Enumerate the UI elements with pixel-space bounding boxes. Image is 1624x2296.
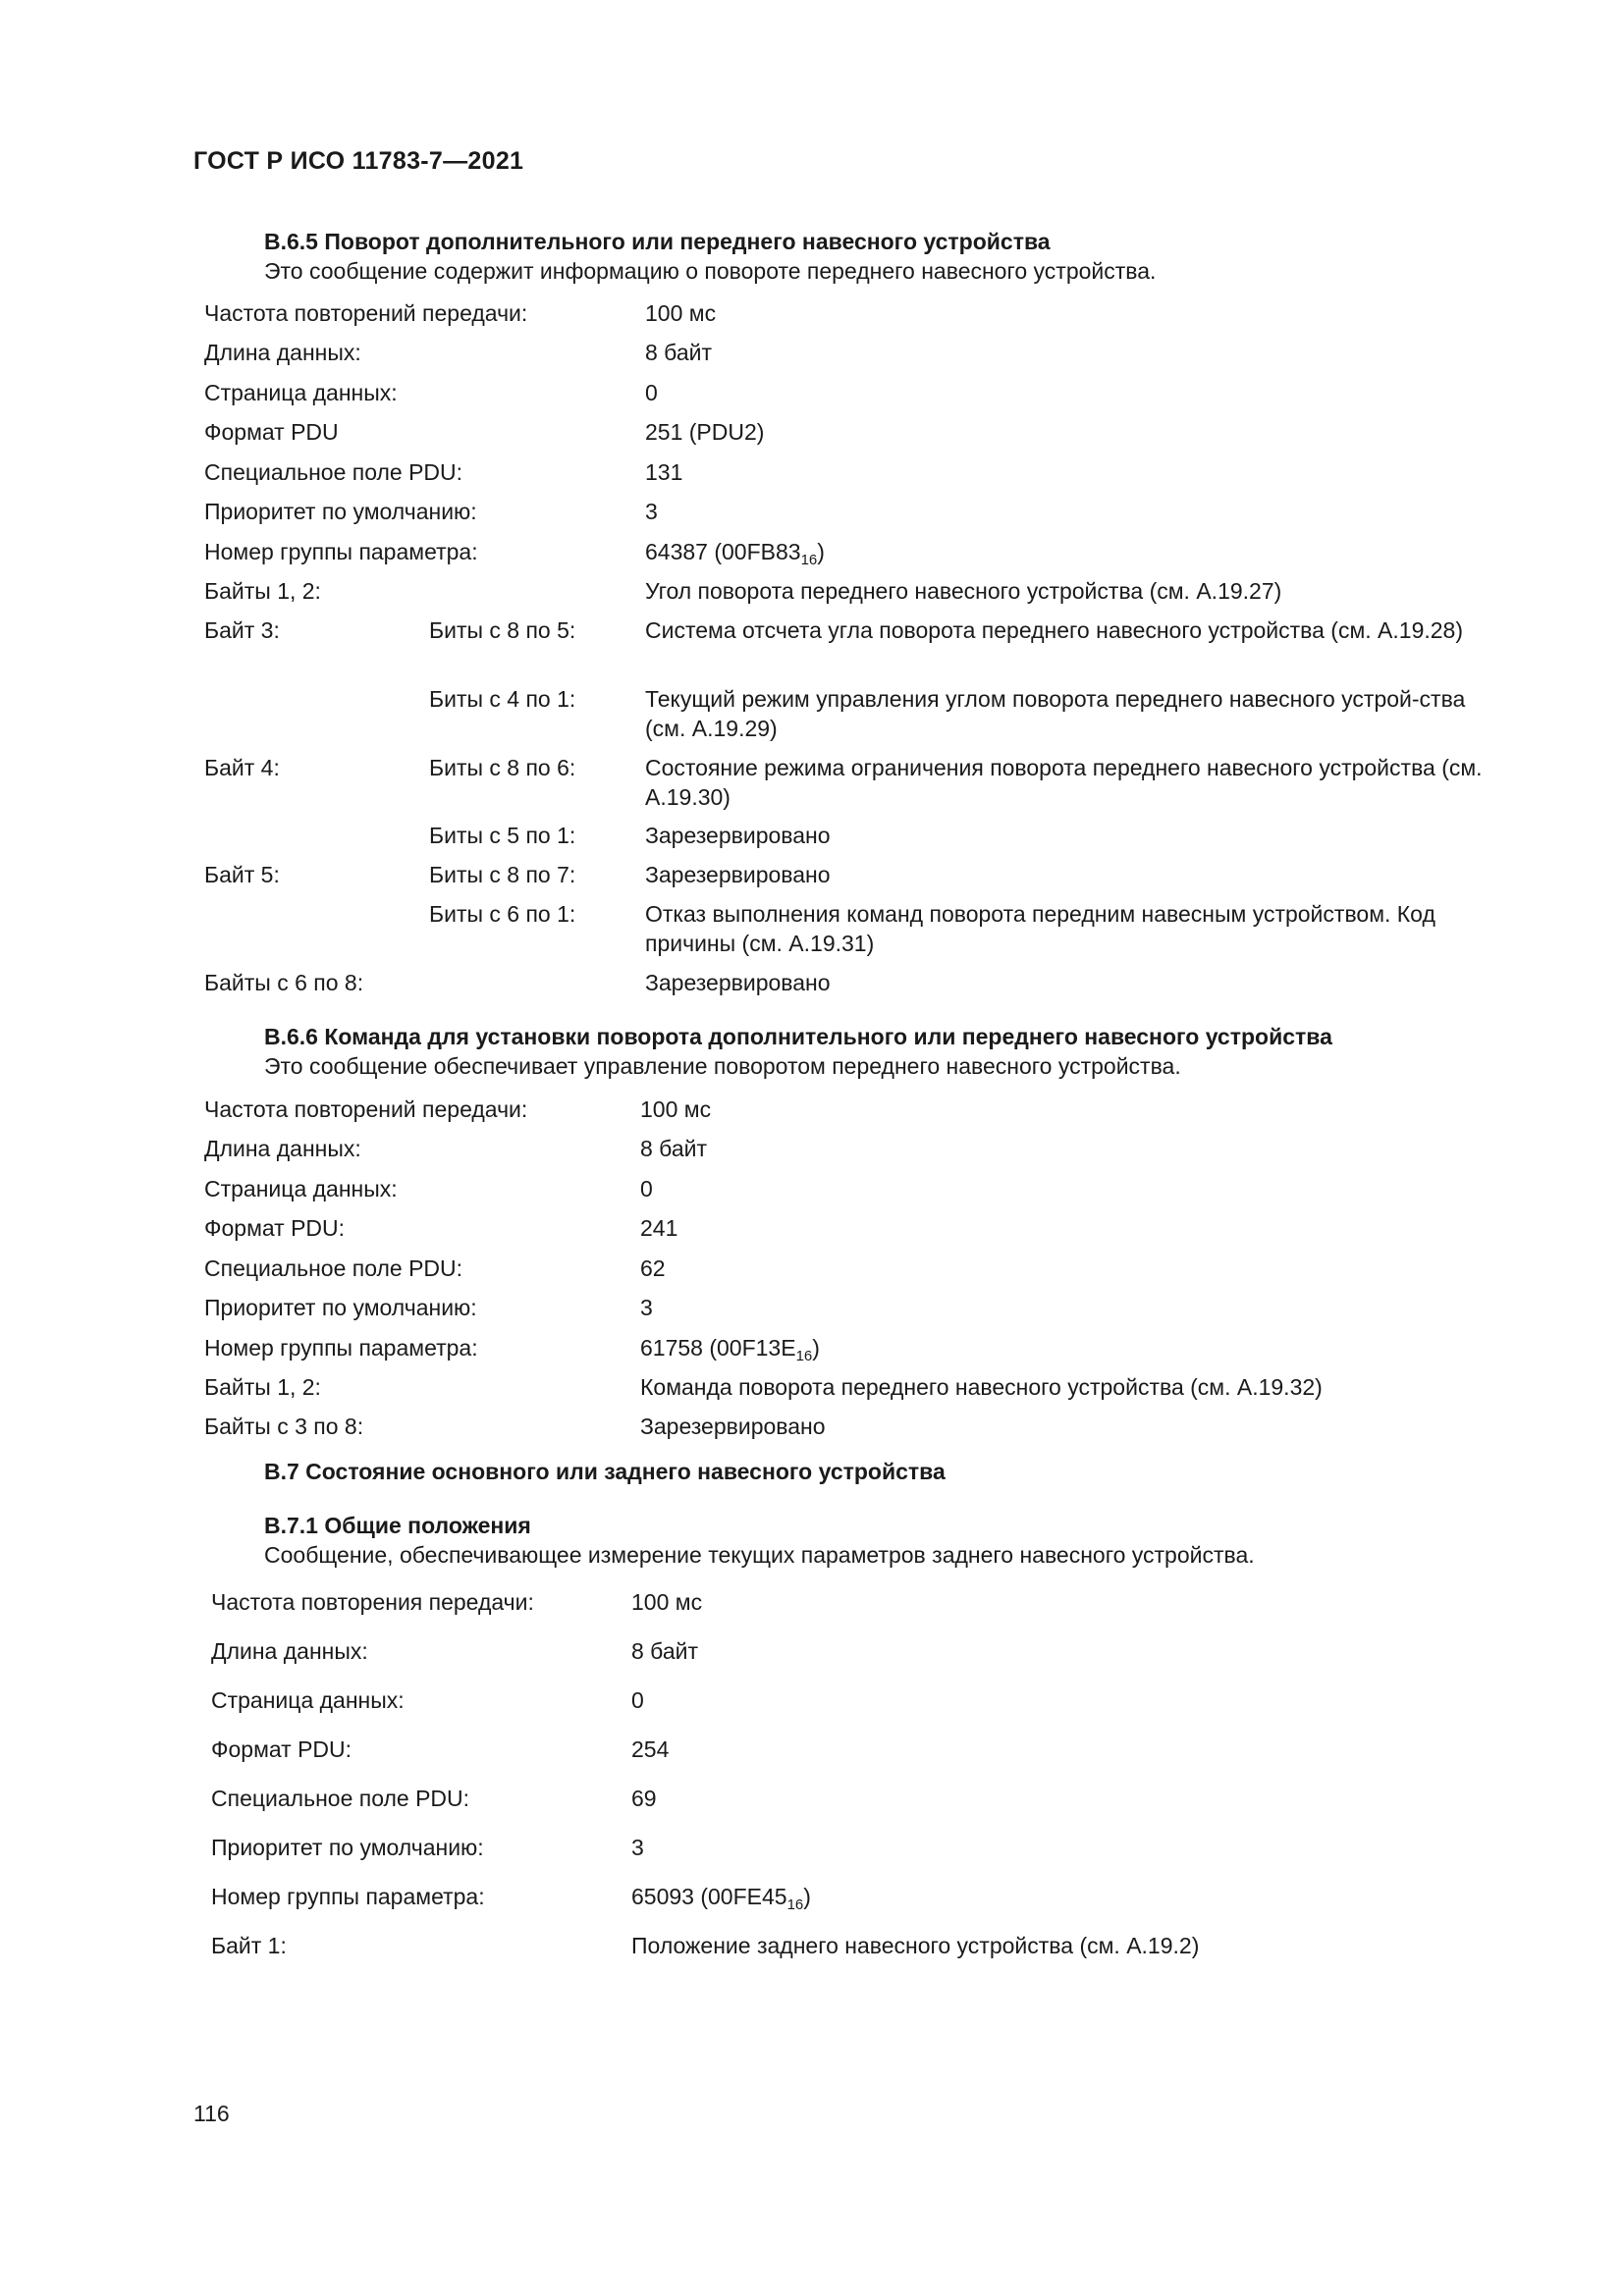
param-value: 69 — [631, 1786, 657, 1811]
bits-label: Биты с 6 по 1: — [429, 901, 576, 927]
param-value: 254 — [631, 1736, 670, 1762]
section-title-b7: B.7 Состояние основного или заднего навесного устройства — [264, 1459, 946, 1484]
param-label: Байты 1, 2: — [204, 1374, 321, 1400]
param-value: 8 байт — [640, 1136, 708, 1161]
param-value: Зарезервировано — [640, 1414, 826, 1439]
document-header: ГОСТ Р ИСО 11783-7—2021 — [193, 147, 524, 175]
param-value: Команда поворота переднего навесного устройства (см. A.19.32) — [640, 1374, 1323, 1400]
param-value: 241 — [640, 1215, 678, 1241]
param-label: Байт 3: — [204, 617, 280, 643]
param-value: Положение заднего навесного устройства (см. A.19.2) — [631, 1933, 1200, 1958]
page-number: 116 — [193, 2101, 230, 2126]
param-label: Специальное поле PDU: — [204, 459, 463, 485]
param-label: Формат PDU — [204, 419, 339, 445]
param-label: Байт 5: — [204, 862, 280, 887]
bits-label: Биты с 8 по 7: — [429, 862, 576, 887]
bits-label: Биты с 8 по 5: — [429, 617, 576, 643]
param-value: Зарезервировано — [645, 823, 831, 848]
param-label: Частота повторения передачи: — [211, 1589, 534, 1615]
param-label: Байты с 6 по 8: — [204, 970, 364, 995]
param-value: 3 — [631, 1835, 644, 1860]
param-label: Приоритет по умолчанию: — [204, 1295, 477, 1320]
param-value — [640, 1333, 1499, 1362]
param-value: 100 мс — [631, 1589, 703, 1615]
section-intro-b71: Сообщение, обеспечивающее измерение текущих параметров заднего навесного устройства. — [264, 1542, 1255, 1568]
param-value: Система отсчета угла поворота переднего навесного устройства (см. A.19.28) — [645, 617, 1463, 643]
section-intro-b665: Это сообщение содержит информацию о повороте переднего навесного устройства. — [264, 258, 1157, 284]
param-value: 3 — [645, 499, 658, 524]
param-label: Номер группы параметра: — [204, 539, 478, 564]
param-label: Специальное поле PDU: — [204, 1255, 463, 1281]
param-value: 251 (PDU2) — [645, 419, 765, 445]
param-label: Страница данных: — [204, 1176, 398, 1201]
param-label: Длина данных: — [204, 1136, 361, 1161]
pgn-value: 61758 (00F13E — [640, 1335, 796, 1361]
bits-label: Биты с 5 по 1: — [429, 823, 576, 848]
param-label: Частота повторений передачи: — [204, 1096, 528, 1122]
param-value: 0 — [645, 380, 658, 405]
param-value: Состояние режима ограничения поворота переднего навесного устройства (см. A.19.30) — [645, 755, 1483, 810]
param-label: Страница данных: — [204, 380, 398, 405]
param-value — [645, 537, 1504, 566]
section-title-b665: B.6.5 Поворот дополнительного или переднего навесного устройства — [264, 229, 1051, 254]
param-value: Текущий режим управления углом поворота переднего навесного устрой-ства (см. A.19.29) — [645, 686, 1466, 741]
pgn-value: 64387 (00FB83 — [645, 539, 801, 564]
pgn-closing: ) — [803, 1884, 811, 1909]
pgn-closing: ) — [812, 1335, 820, 1361]
param-label: Частота повторений передачи: — [204, 300, 528, 326]
section-title-b71: B.7.1 Общие положения — [264, 1513, 531, 1538]
param-value: 8 байт — [631, 1638, 699, 1664]
param-label: Формат PDU: — [211, 1736, 352, 1762]
section-title-b666: B.6.6 Команда для установки поворота дополнительного или переднего навесного устройства — [264, 1024, 1332, 1049]
param-value: Угол поворота переднего навесного устройства (см. A.19.27) — [645, 578, 1282, 604]
param-label: Байты 1, 2: — [204, 578, 321, 604]
hex-subscript: 16 — [786, 1896, 804, 1913]
param-value: 131 — [645, 459, 683, 485]
param-label: Байт 4: — [204, 755, 280, 780]
param-value: 100 мс — [640, 1096, 712, 1122]
param-label: Специальное поле PDU: — [211, 1786, 470, 1811]
param-value: 62 — [640, 1255, 666, 1281]
param-label: Номер группы параметра: — [204, 1335, 478, 1361]
param-value: Отказ выполнения команд поворота передним навесным устройством. Код причины (см. A.19.31) — [645, 901, 1435, 956]
hex-subscript: 16 — [800, 552, 818, 568]
param-value: Зарезервировано — [645, 862, 831, 887]
hex-subscript: 16 — [795, 1348, 813, 1364]
param-value: Зарезервировано — [645, 970, 831, 995]
section-intro-b666: Это сообщение обеспечивает управление поворотом переднего навесного устройства. — [264, 1053, 1181, 1079]
param-value: 0 — [631, 1687, 644, 1713]
param-value: 3 — [640, 1295, 653, 1320]
param-label: Формат PDU: — [204, 1215, 346, 1241]
param-label: Страница данных: — [211, 1687, 405, 1713]
param-label: Длина данных: — [204, 340, 361, 365]
pgn-value: 65093 (00FE45 — [631, 1884, 787, 1909]
bits-label: Биты с 4 по 1: — [429, 686, 576, 712]
param-label: Номер группы параметра: — [211, 1884, 485, 1909]
param-label: Длина данных: — [211, 1638, 368, 1664]
pgn-closing: ) — [817, 539, 825, 564]
param-value — [631, 1882, 1490, 1911]
bits-label: Биты с 8 по 6: — [429, 755, 576, 780]
param-label: Байты с 3 по 8: — [204, 1414, 364, 1439]
param-value: 100 мс — [645, 300, 717, 326]
param-value: 0 — [640, 1176, 653, 1201]
param-label: Байт 1: — [211, 1933, 287, 1958]
param-label: Приоритет по умолчанию: — [204, 499, 477, 524]
param-value: 8 байт — [645, 340, 713, 365]
param-label: Приоритет по умолчанию: — [211, 1835, 484, 1860]
